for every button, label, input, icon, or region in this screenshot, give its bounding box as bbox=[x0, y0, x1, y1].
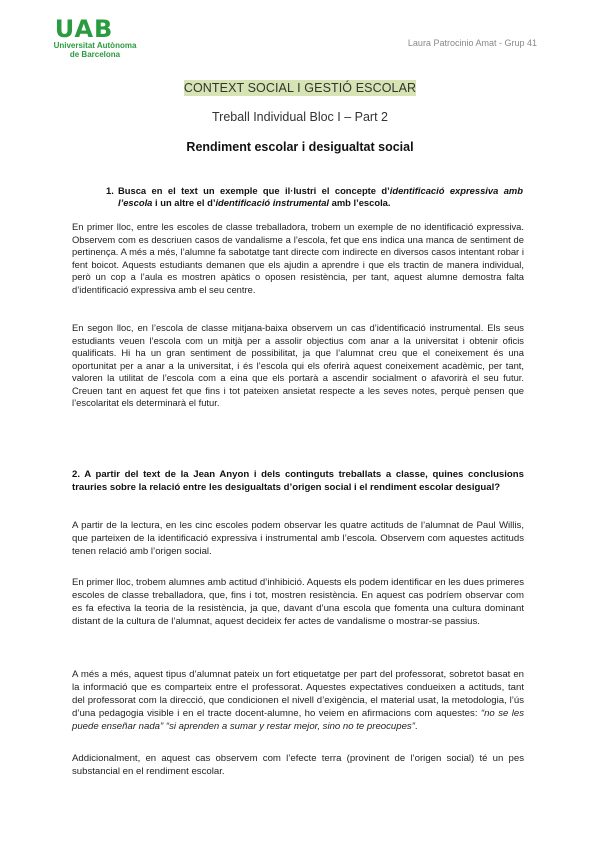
header-author: Laura Patrocinio Amat - Grup 41 bbox=[407, 38, 537, 48]
document-heading: Rendiment escolar i desigualtat social bbox=[186, 140, 414, 154]
answer-2-paragraph-3 bbox=[72, 668, 524, 733]
assignment-subtitle: Treball Individual Bloc I – Part 2 bbox=[211, 110, 388, 124]
answer-2-paragraph-4: Addicionalment, en aquest cas observem com l’efecte terra (provinent de l’origen social) té un pes substancial en el rendiment escolar. bbox=[72, 753, 524, 777]
quote-1: “no se les puede enseñar nada” bbox=[72, 708, 525, 732]
answer-1-paragraph-2: En segon lloc, en l’escola de classe mitjana-baixa observem un cas d’identificació instrumental. Els seus estudiants veuen l’escola com un mitjà per a assolir objectius com anar a la universitat i obtenir oficis qualificats. Hi ha un gran sentiment de possibilitat, ja que l’alumnat creu que el coneixement és una oportunitat per a anar a la universitat, i és l’escola qui els oferirà aquest coneixement acadèmic, per tant, valoren la utilitat de l’escola com a eina que els portarà a ascendir socialment o afavorirà el seu futur. Creuen tant en aquest fet que fins i tot pateixen ansietat respecte a les seves notes, perquè pensen que l’escolaritat els determinarà el futur. bbox=[72, 322, 524, 408]
quote-2: “si aprenden a sumar y restar mejor, sino no te preocupes” bbox=[163, 721, 415, 732]
uab-logo bbox=[40, 17, 150, 59]
logo-line-1: Universitat Autònoma bbox=[53, 41, 137, 50]
question-1-italic-a: identificació expressiva amb l’escola bbox=[118, 185, 523, 208]
course-title bbox=[0, 79, 600, 97]
answer-1-paragraph-1: En primer lloc, entre les escoles de classe treballadora, trobem un exemple de no identificació expressiva. Observem com es descriuen casos de vandalisme a l’escola, fet que ens indica una manca de sentiment de pertinença. A més a més, l’alumne fa sabotatge tant directe com indirecte en diversos casos intentant robar i fent boicot. Aquests estudiants demanen que els ajudin a aprendre i que els tractin de manera individual, però un cop a l’aula es mostren apàtics o oposen resistència, per tant, aquest alumne demostra falta d’identificació expressiva amb el seu centre. bbox=[72, 221, 524, 295]
question-1-italic-b: identificació instrumental bbox=[215, 197, 330, 208]
answer-2-paragraph-3-end: . bbox=[414, 721, 418, 732]
question-2: 2. A partir del text de la Jean Anyon i dels continguts treballats a classe, quines conclusions trauries sobre la relació entre les desigualtats d’origen social i el rendiment escolar desigual? bbox=[72, 469, 524, 493]
answer-2-paragraph-1: A partir de la lectura, en les cinc escoles podem observar les quatre actituds de l’alumnat de Paul Willis, que parteixen de la identificació expressiva i instrumental amb l’escola. Observem com aquestes actituds tenen relació amb l’origen social. bbox=[72, 520, 524, 557]
question-1 bbox=[106, 185, 523, 209]
question-1-text-c: amb l’escola. bbox=[329, 197, 391, 208]
answer-2-paragraph-2: En primer lloc, trobem alumnes amb actitud d’inhibició. Aquests els podem identificar en les dues primeres escoles de classe treballadora, que, fins i tot, mostren resistència. En aquest cas podríem observar com es fa efectiva la teoria de la resistència, ja que, davant d’una escola que fomenta una cultura dominant distant de la cultura de l’alumnat, aquest decideix fer actes de vandalisme o mostrar-se passius. bbox=[72, 577, 524, 627]
logo-wordmark: UAB bbox=[54, 15, 114, 43]
logo-line-2: de Barcelona bbox=[69, 50, 121, 59]
question-1-number: 1. bbox=[106, 185, 114, 196]
course-title-highlight: CONTEXT SOCIAL I GESTIÓ ESCOLAR bbox=[183, 81, 417, 95]
question-1-text-b: i un altre el d’ bbox=[152, 197, 216, 208]
answer-2-paragraph-3-text: A més a més, aquest tipus d’alumnat pateix un fort etiquetatge per part del professorat, sobretot basat en la informació que es comparteix entre el professorat. Aquestes expectatives condueixen a actituds, tant del professorat com la direcció, que condicionen el nivell d’exigència, el material usat, la metodologia, l’ús d’una pedagogia visible i en el tracte docent-alumne, ho veiem en afirmacions com aquestes: bbox=[72, 669, 524, 719]
question-1-text-a: Busca en el text un exemple que il·lustri el concepte d’ bbox=[118, 185, 390, 196]
